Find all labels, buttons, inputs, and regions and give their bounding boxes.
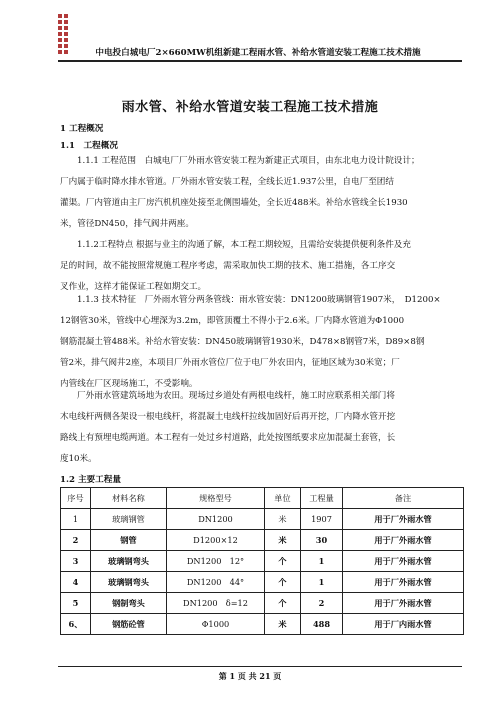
table-cell: 2 bbox=[301, 593, 343, 614]
table-cell: 用于厂外雨水管 bbox=[343, 509, 464, 530]
table-cell: 玻璃钢弯头 bbox=[91, 551, 167, 572]
company-logo bbox=[58, 14, 68, 56]
table-cell: 个 bbox=[265, 572, 301, 593]
paragraph-line: 内管线在厂区现场施工，不受影响。 bbox=[60, 379, 198, 389]
header-title: 中电投白城电厂2×660MW机组新建工程雨水管、补给水管道安装工程施工技术措施 bbox=[95, 48, 421, 58]
paragraph-line: 1.1.1 工程范围 白城电厂厂外雨水管安装工程为新建正式项目，由东北电力设计院设计； bbox=[77, 156, 420, 166]
materials-table bbox=[60, 487, 464, 635]
table-row bbox=[61, 530, 464, 551]
paragraph-site bbox=[60, 386, 464, 470]
table-header-cell: 工程量 bbox=[301, 488, 343, 509]
table-cell: 6、 bbox=[61, 614, 91, 635]
table-cell: 用于厂内雨水管 bbox=[343, 614, 464, 635]
table-header-cell: 序号 bbox=[61, 488, 91, 509]
table-cell: 用于厂外雨水管 bbox=[343, 530, 464, 551]
paragraph-line: 路线上有预埋电缆两道。本工程有一处过乡村道路，此处按图纸要求应加混凝土套管，长 bbox=[60, 433, 396, 443]
table-cell: 4 bbox=[61, 572, 91, 593]
section-heading-1-2: 1.2 主要工程量 bbox=[60, 475, 121, 485]
table-cell: 钢管 bbox=[91, 530, 167, 551]
table-cell: 1 bbox=[301, 572, 343, 593]
paragraph-features bbox=[60, 235, 464, 298]
table-cell: 1907 bbox=[301, 509, 343, 530]
table-cell: 5 bbox=[61, 593, 91, 614]
table-cell: 30 bbox=[301, 530, 343, 551]
table-cell: 用于厂外雨水管 bbox=[343, 572, 464, 593]
table-header-cell: 材料名称 bbox=[91, 488, 167, 509]
paragraph-scope bbox=[60, 151, 464, 235]
paragraph-line: 1.1.2工程特点 根据与业主的沟通了解，本工程工期较短，且需给安装提供便利条件及充 bbox=[77, 240, 411, 250]
table-row bbox=[61, 509, 464, 530]
paragraph-line: 度10米。 bbox=[60, 454, 97, 464]
paragraph-line: 1.1.3 技术特征 厂外雨水管分两条管线：雨水管安装：DN1200玻璃钢管1907米， D1200× bbox=[77, 295, 441, 305]
section-heading-1: 1 工程概况 bbox=[60, 124, 104, 134]
table-cell: 米 bbox=[265, 614, 301, 635]
table-cell: 1 bbox=[301, 551, 343, 572]
paragraph-line: 12钢管30米，管线中心埋深为3.2m，即管顶覆土不得小于2.6米。厂内降水管道为Φ1000 bbox=[60, 316, 405, 326]
table-cell: 个 bbox=[265, 593, 301, 614]
paragraph-line: 灌渠。厂内管道由主厂房汽机机座处接至北侧围墙处，全长近488米。补给水管线全长1930 bbox=[60, 198, 408, 208]
table-row bbox=[61, 572, 464, 593]
table-cell: 488 bbox=[301, 614, 343, 635]
table-cell: DN1200 44° bbox=[167, 572, 265, 593]
table-cell: D1200×12 bbox=[167, 530, 265, 551]
paragraph-technical bbox=[60, 290, 464, 395]
table-cell: 玻璃钢管 bbox=[91, 509, 167, 530]
table-row bbox=[61, 614, 464, 635]
page-number: 第 1 页 共 21 页 bbox=[218, 671, 282, 681]
header-rule bbox=[58, 60, 462, 62]
paragraph-line: 钢筋混凝土管488米。补给水管安装：DN450玻璃钢管1930米，D478×8钢管7米，D89×8钢 bbox=[60, 337, 425, 347]
section-heading-1-1: 1.1 工程概况 bbox=[60, 141, 118, 151]
table-row bbox=[61, 593, 464, 614]
footer-rule bbox=[58, 666, 462, 667]
table-cell: 2 bbox=[61, 530, 91, 551]
table-header-cell: 单位 bbox=[265, 488, 301, 509]
table-cell: 钢筋砼管 bbox=[91, 614, 167, 635]
table-row bbox=[61, 551, 464, 572]
paragraph-line: 厂内属于临时降水排水管道。厂外雨水管安装工程，全线长近1.937公里，自电厂至团结 bbox=[60, 177, 394, 187]
paragraph-line: 厂外雨水管建筑场地为农田。现场过乡道处有两根电线杆，施工时应联系相关部门将 bbox=[77, 391, 395, 401]
table-header-row bbox=[61, 488, 464, 509]
doc-title: 雨水管、补给水管道安装工程施工技术措施 bbox=[121, 100, 379, 115]
table-cell: 用于厂外雨水管 bbox=[343, 551, 464, 572]
table-cell: 钢制弯头 bbox=[91, 593, 167, 614]
table-cell: 米 bbox=[265, 530, 301, 551]
table-cell: 米 bbox=[265, 509, 301, 530]
paragraph-line: 足的时间，故不能按照常规施工程序考虑，需采取加快工期的技术、施工措施，各工序交 bbox=[60, 261, 396, 271]
paragraph-line: 管2米，排气阀井2座，本项目厂外雨水管位厂位于电厂外农田内，征地区域为30米宽；厂 bbox=[60, 358, 400, 368]
table-cell: DN1200 bbox=[167, 509, 265, 530]
paragraph-line: 木电线杆两侧各架设一根电线杆，将混凝土电线杆拉线加固好后再开挖，厂内降水管开挖 bbox=[60, 412, 396, 422]
paragraph-line: 米，管径DN450，排气阀井两座。 bbox=[60, 219, 194, 229]
table-cell: 3 bbox=[61, 551, 91, 572]
paragraph-line: 叉作业，这样才能保证工程如期交工。 bbox=[60, 282, 207, 292]
table-header-cell: 规格型号 bbox=[167, 488, 265, 509]
table-cell: 玻璃钢弯头 bbox=[91, 572, 167, 593]
table-cell: 用于厂外雨水管 bbox=[343, 593, 464, 614]
table-cell: DN1200 12° bbox=[167, 551, 265, 572]
table-cell: Φ1000 bbox=[167, 614, 265, 635]
table-header-cell: 备注 bbox=[343, 488, 464, 509]
table-cell: 1 bbox=[61, 509, 91, 530]
table-cell: DN1200 δ=12 bbox=[167, 593, 265, 614]
table-cell: 个 bbox=[265, 551, 301, 572]
